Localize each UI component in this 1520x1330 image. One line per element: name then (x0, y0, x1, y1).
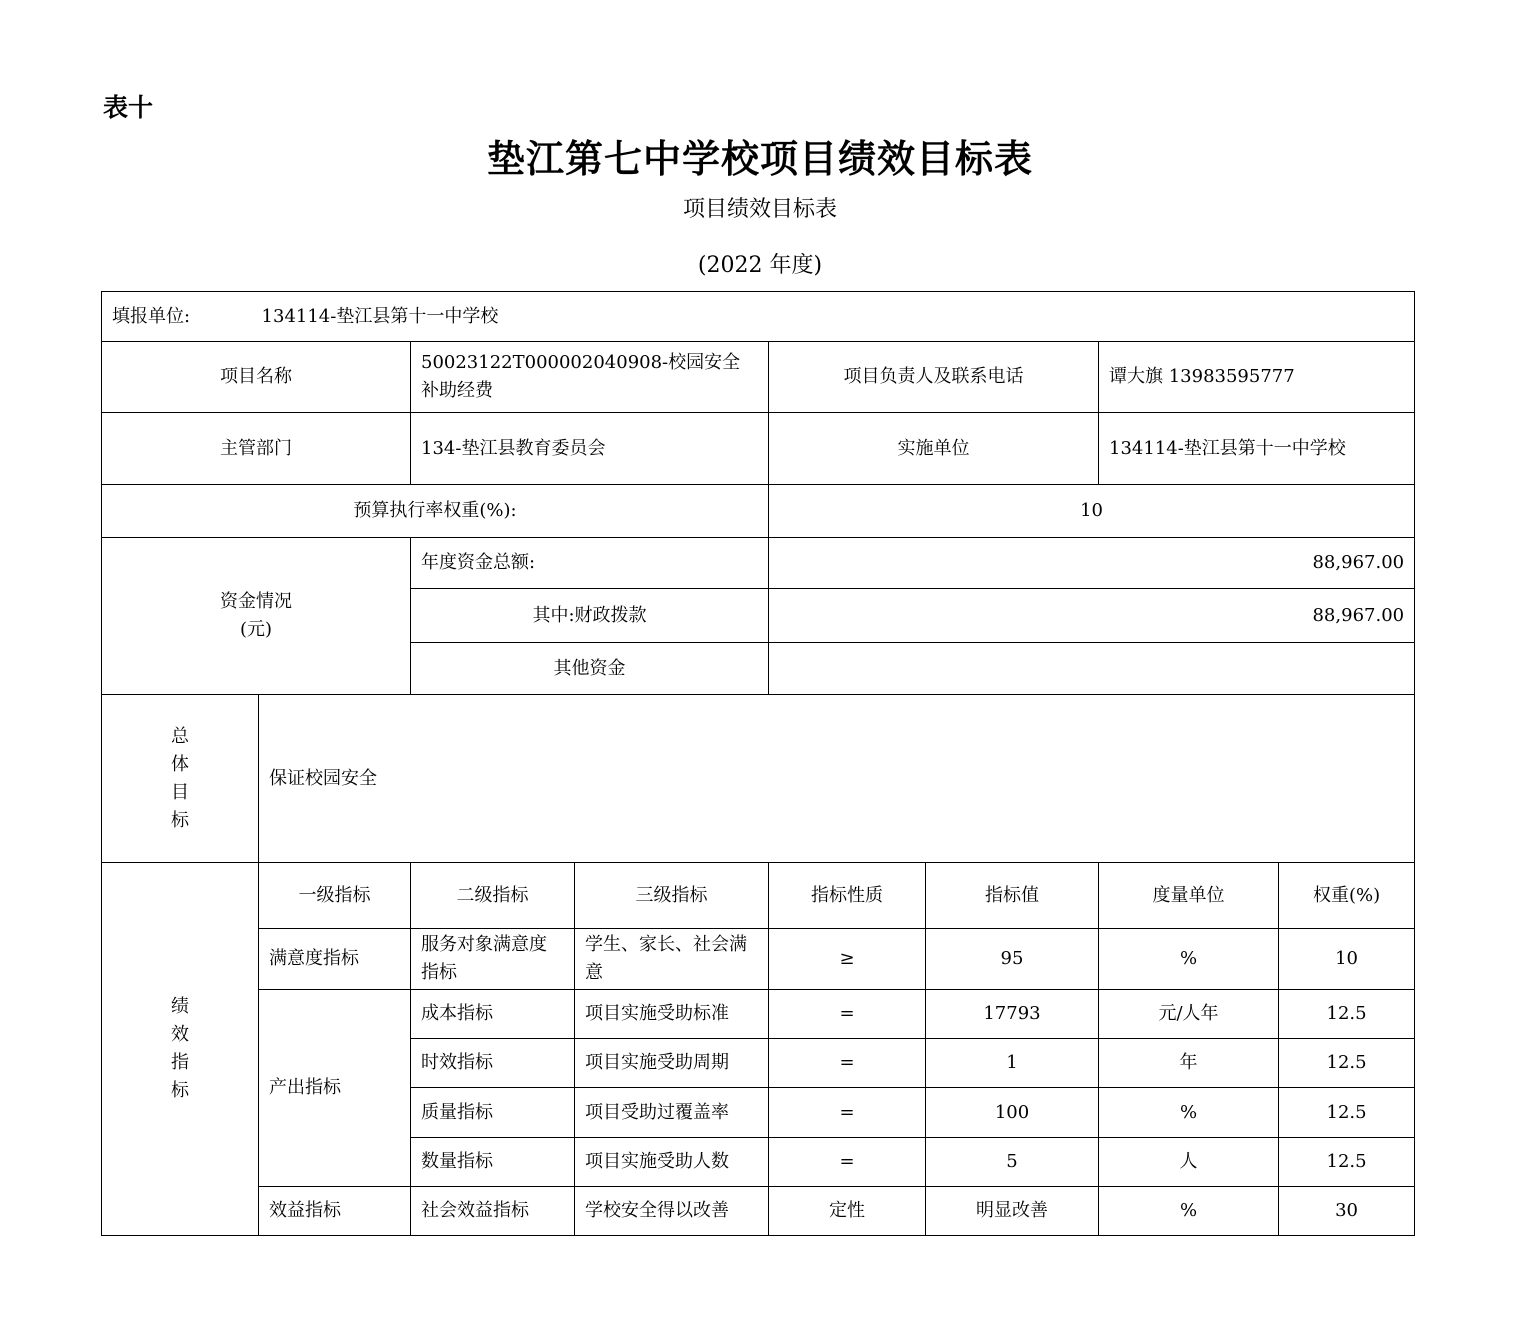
indicators-label-char: 标 (171, 1080, 189, 1101)
output-level2: 成本指标 (411, 990, 575, 1039)
benefit-level2: 社会效益指标 (411, 1187, 575, 1236)
benefit-level3: 学校安全得以改善 (575, 1187, 769, 1236)
satisfaction-value: 95 (926, 929, 1099, 990)
output-value: 17793 (926, 990, 1099, 1039)
project-name-label: 项目名称 (102, 342, 411, 413)
funds-total-value: 88,967.00 (769, 538, 1415, 589)
output-weight: 12.5 (1279, 990, 1415, 1039)
project-manager-value: 谭大旗 13983595777 (1099, 342, 1415, 413)
project-manager-label: 项目负责人及联系电话 (769, 342, 1099, 413)
indicators-label-char: 效 (171, 1024, 189, 1045)
budget-weight-value: 10 (769, 485, 1415, 538)
reporting-unit-label: 填报单位: (112, 305, 191, 327)
indicators-label (102, 863, 259, 1236)
output-nature: = (769, 1138, 926, 1187)
header-nature: 指标性质 (769, 863, 926, 929)
output-level3: 项目实施受助周期 (575, 1039, 769, 1088)
impl-unit-label: 实施单位 (769, 413, 1099, 485)
form-tag: 表十 (103, 93, 154, 122)
output-unit: 年 (1099, 1039, 1279, 1088)
output-weight: 12.5 (1279, 1039, 1415, 1088)
project-name-value: 50023122T000002040908-校园安全补助经费 (411, 342, 769, 413)
funds-label-line2: (元) (239, 619, 273, 640)
table-row (102, 990, 1415, 1039)
output-nature: = (769, 1088, 926, 1138)
benefit-weight: 30 (1279, 1187, 1415, 1236)
output-unit: % (1099, 1088, 1279, 1138)
funds-label (102, 538, 411, 695)
output-unit: 元/人年 (1099, 990, 1279, 1039)
output-nature: = (769, 990, 926, 1039)
output-unit: 人 (1099, 1138, 1279, 1187)
table-row (102, 929, 1415, 990)
satisfaction-nature: ≥ (769, 929, 926, 990)
overall-goal-label (102, 695, 259, 863)
page-subtitle: 项目绩效目标表 (682, 197, 837, 222)
indicator-header-row (102, 863, 1415, 929)
output-value: 100 (926, 1088, 1099, 1138)
output-weight: 12.5 (1279, 1088, 1415, 1138)
funds-other-value (769, 643, 1415, 695)
reporting-unit-cell (102, 292, 1415, 342)
overall-goal-char: 体 (171, 753, 189, 775)
header-unit: 度量单位 (1099, 863, 1279, 929)
table-row (102, 1187, 1415, 1236)
output-weight: 12.5 (1279, 1138, 1415, 1187)
output-level1: 产出指标 (259, 990, 411, 1187)
benefit-value: 明显改善 (926, 1187, 1099, 1236)
overall-goal-char: 目 (171, 781, 189, 803)
overall-goal-char: 标 (171, 809, 189, 831)
overall-goal-char: 总 (171, 725, 189, 747)
benefit-level1: 效益指标 (259, 1187, 411, 1236)
funds-other-label: 其他资金 (411, 643, 769, 695)
output-value: 5 (926, 1138, 1099, 1187)
performance-target-table (101, 291, 1415, 1236)
output-level3: 项目受助过覆盖率 (575, 1088, 769, 1138)
header-level1: 一级指标 (259, 863, 411, 929)
reporting-unit-row (102, 292, 1415, 342)
satisfaction-level1: 满意度指标 (259, 929, 411, 990)
overall-goal-text: 保证校园安全 (259, 695, 1415, 863)
dept-value: 134-垫江县教育委员会 (411, 413, 769, 485)
funds-total-label: 年度资金总额: (411, 538, 769, 589)
funds-total-row (102, 538, 1415, 589)
satisfaction-unit: % (1099, 929, 1279, 990)
project-name-row (102, 342, 1415, 413)
overall-goal-row (102, 695, 1415, 863)
page-title: 垫江第七中学校项目绩效目标表 (486, 136, 1033, 181)
benefit-unit: % (1099, 1187, 1279, 1236)
output-level2: 数量指标 (411, 1138, 575, 1187)
output-level3: 项目实施受助人数 (575, 1138, 769, 1187)
funds-fiscal-value: 88,967.00 (769, 589, 1415, 643)
indicators-label-char: 指 (171, 1052, 189, 1073)
output-level2: 质量指标 (411, 1088, 575, 1138)
funds-label-line1: 资金情况 (220, 591, 292, 612)
dept-label: 主管部门 (102, 413, 411, 485)
output-nature: = (769, 1039, 926, 1088)
satisfaction-level3: 学生、家长、社会满意 (575, 929, 769, 990)
fiscal-year: (2022 年度) (697, 253, 823, 278)
reporting-unit-value: 134114-垫江县第十一中学校 (261, 305, 499, 327)
indicators-label-char: 绩 (171, 996, 189, 1017)
budget-weight-label: 预算执行率权重(%): (102, 485, 769, 538)
output-level2: 时效指标 (411, 1039, 575, 1088)
header-weight: 权重(%) (1279, 863, 1415, 929)
satisfaction-level2: 服务对象满意度指标 (411, 929, 575, 990)
header-value: 指标值 (926, 863, 1099, 929)
funds-fiscal-label: 其中:财政拨款 (411, 589, 769, 643)
output-value: 1 (926, 1039, 1099, 1088)
output-level3: 项目实施受助标准 (575, 990, 769, 1039)
satisfaction-weight: 10 (1279, 929, 1415, 990)
header-level2: 二级指标 (411, 863, 575, 929)
budget-weight-row (102, 485, 1415, 538)
department-row (102, 413, 1415, 485)
header-level3: 三级指标 (575, 863, 769, 929)
impl-unit-value: 134114-垫江县第十一中学校 (1099, 413, 1415, 485)
benefit-nature: 定性 (769, 1187, 926, 1236)
